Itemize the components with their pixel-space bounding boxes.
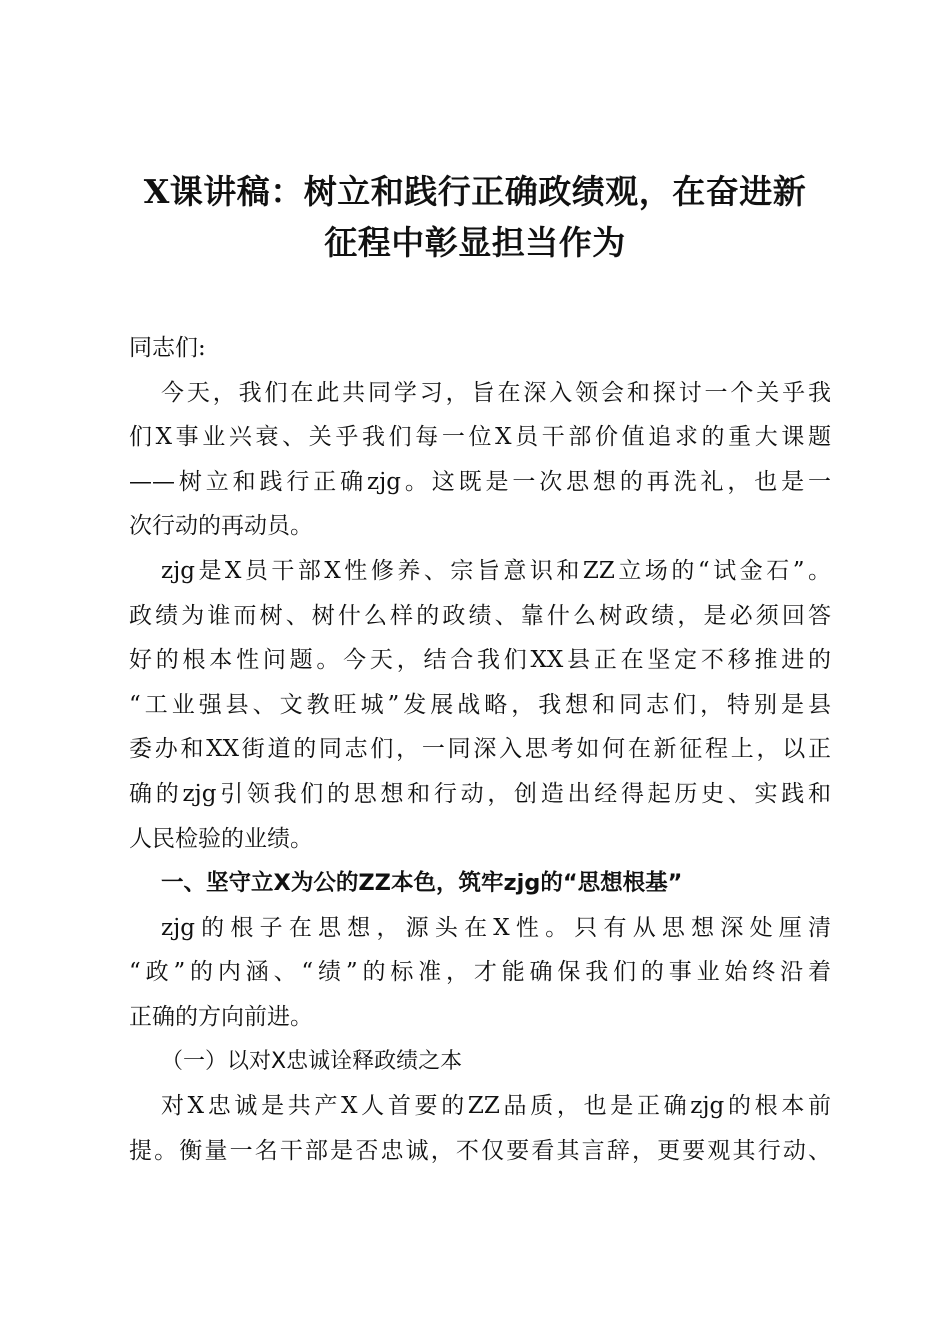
title-line: 征程中彰显担当作为 [324, 223, 626, 262]
text-line: zjg的根子在思想，源头在X性。只有从思想深处厘清 [161, 914, 831, 941]
paragraph-3 [129, 906, 831, 1040]
text-line: 正确的方向前进。 [129, 1003, 313, 1030]
text-line: 确的zjg引领我们的思想和行动，创造出经得起历史、实践和 [129, 780, 831, 807]
text-line: 对X忠诚是共产X人首要的ZZ品质，也是正确zjg的根本前 [161, 1093, 831, 1120]
salutation: 同志们: [129, 335, 206, 361]
paragraph-1 [129, 371, 831, 549]
text-line: 今天，我们在此共同学习，旨在深入领会和探讨一个关乎我 [161, 379, 831, 406]
text-line: 政绩为谁而树、树什么样的政绩、靠什么树政绩，是必须回答 [129, 602, 831, 629]
section-heading: 一、坚守立X为公的ZZ本色，筑牢zjg的“思想根基” [161, 870, 683, 897]
text-line: “政”的内涵、“绩”的标准，才能确保我们的事业始终沿着 [129, 959, 831, 986]
text-line: ——树立和践行正确zjg。这既是一次思想的再洗礼，也是一 [129, 468, 831, 495]
paragraph-2 [129, 549, 831, 861]
text-line: “工业强县、文教旺城”发展战略，我想和同志们，特别是县 [129, 691, 831, 718]
text-line: 人民检验的业绩。 [129, 825, 313, 852]
title-line: X课讲稿：树立和践行正确政绩观，在奋进新 [143, 172, 807, 211]
paragraph-4 [129, 1084, 831, 1173]
text-line: zjg是X员干部X性修养、宗旨意识和ZZ立场的“试金石”。 [161, 557, 831, 584]
text-line: 委办和XX街道的同志们，一同深入思考如何在新征程上，以正 [129, 736, 831, 763]
text-line: 们X事业兴衰、关乎我们每一位X员干部价值追求的重大课题 [129, 424, 831, 451]
document-body [129, 326, 831, 1173]
subsection-heading: （一）以对X忠诚诠释政绩之本 [161, 1048, 463, 1074]
text-line: 提。衡量一名干部是否忠诚，不仅要看其言辞，更要观其行动、 [129, 1137, 831, 1164]
text-line: 次行动的再动员。 [129, 513, 313, 540]
document-title [110, 166, 840, 268]
text-line: 好的根本性问题。今天，结合我们XX县正在坚定不移推进的 [129, 647, 831, 674]
